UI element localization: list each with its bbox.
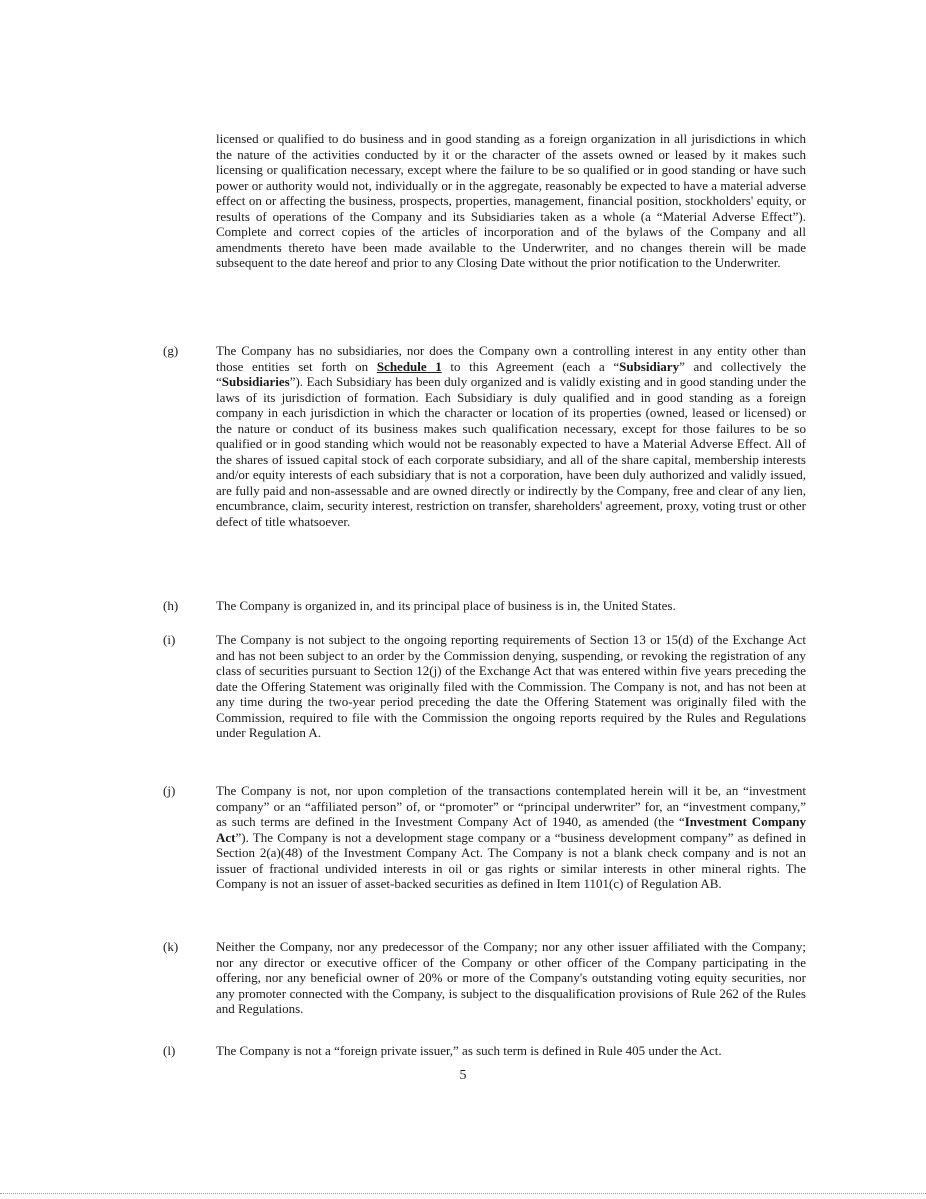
- clause-label-i: (i): [163, 632, 176, 647]
- page-number: 5: [459, 1068, 467, 1083]
- clause-j-text-after: ”). The Company is not a development stage company or a “business development company” as defined in Section 2(a)(48) of the Investment Company Act. The Company is not a blank check company and is not an issuer of fractional undivided interests in oil or gas rights or similar interests in other mineral rights. The Company is not an issuer of asset-backed securities as defined in Item 1101(c) of Regulation AB.: [216, 829, 806, 891]
- continuation-paragraph: licensed or qualified to do business and in good standing as a foreign organization in all jurisdictions in which the nature of the activities conducted by it or the character of the assets owned or leased by it makes such licensing or qualification necessary, except where the failure to be so qualified or in good standing or have such power or authority would not, individually or in the aggregate, reasonably be expected to have a material adverse effect on or affecting the business, prospects, properties, management, financial position, stockholders' equity, or results of operations of the Company and its Subsidiaries taken as a whole (a “Material Adverse Effect”). Complete and correct copies of the articles of incorporation and of the bylaws of the Company and all amendments thereto have been made available to the Underwriter, and no changes therein will be made subsequent to the date hereof and prior to any Closing Date without the prior notification to the Underwriter.: [216, 131, 806, 270]
- clause-j-text-before: The Company is not, nor upon completion of the transactions contemplated herein will it be, an “investment company” or an “affiliated person” of, or “promoter” or “principal underwriter” for, an “investment company,” as such terms are defined in the Investment Company Act of 1940, as amended (the “: [216, 783, 806, 829]
- clause-text-i: The Company is not subject to the ongoing reporting requirements of Section 13 or 15(d) of the Exchange Act and has not been subject to an order by the Commission denying, suspending, or revoking the registration of any class of securities pursuant to Section 12(j) of the Exchange Act that was entered within five years preceding the date the Offering Statement was originally filed with the Commission. The Company is not, and has not been at any time during the two-year period preceding the date the Offering Statement was originally filed with the Commission, required to file with the Commission the ongoing reports required by the Rules and Regulations under Regulation A.: [216, 632, 806, 740]
- clause-g-text-mid1: to this Agreement (each a “: [441, 358, 620, 374]
- clause-text-k: Neither the Company, nor any predecessor of the Company; nor any other issuer affiliated with the Company; nor any director or executive officer of the Company or other officer of the Company participating in the offering, nor any beneficial owner of 20% or more of the Company's outstanding voting equity securities, nor any promoter connected with the Company, is subject to the disqualification provisions of Rule 262 of the Rules and Regulations.: [216, 939, 806, 1016]
- clause-label-k: (k): [163, 939, 179, 954]
- clause-text-h: The Company is organized in, and its principal place of business is in, the United States.: [216, 598, 676, 613]
- clause-text-j: [216, 783, 806, 892]
- clause-g-text-before: The Company has no subsidiaries, nor does the Company own a controlling interest in any entity other than those entities set forth on: [216, 343, 806, 374]
- clause-g-text-mid2: ” and collectively the “: [216, 358, 807, 389]
- clause-label-g: (g): [163, 343, 179, 358]
- clause-text-l: The Company is not a “foreign private issuer,” as such term is defined in Rule 405 under the Act.: [216, 1043, 722, 1058]
- clause-label-j: (j): [163, 783, 176, 798]
- clause-g-text-after: ”). Each Subsidiary has been duly organized and is validly existing and in good standing under the laws of its jurisdiction of formation. Each Subsidiary is duly qualified and in good standing as a foreign company in each jurisdiction in which the character or location of its properties (owned, leased or licensed) or the nature or conduct of its business makes such qualification necessary, except for those failures to be so qualified or in good standing which would not be reasonably expected to have a Material Adverse Effect. All of the shares of issued capital stock of each corporate subsidiary, and all of the share capital, membership interests and/or equity interests of each subsidiary that is not a corporation, have been duly authorized and validly issued, are fully paid and non-assessable and are owned directly or indirectly by the Company, free and clear of any lien, encumbrance, claim, security interest, restriction on transfer, shareholders' agreement, proxy, voting trust or other defect of title whatsoever.: [216, 374, 806, 529]
- defined-term-subsidiary: Subsidiary: [619, 358, 680, 374]
- clause-text-g: [216, 343, 806, 529]
- defined-term-investment-company-act: Investment Company Act: [216, 814, 806, 845]
- defined-term-subsidiaries: Subsidiaries: [221, 374, 290, 389]
- page-bottom-edge: [0, 1193, 926, 1194]
- schedule-reference: Schedule 1: [376, 358, 442, 374]
- clause-label-l: (l): [163, 1043, 176, 1058]
- clause-label-h: (h): [163, 598, 179, 613]
